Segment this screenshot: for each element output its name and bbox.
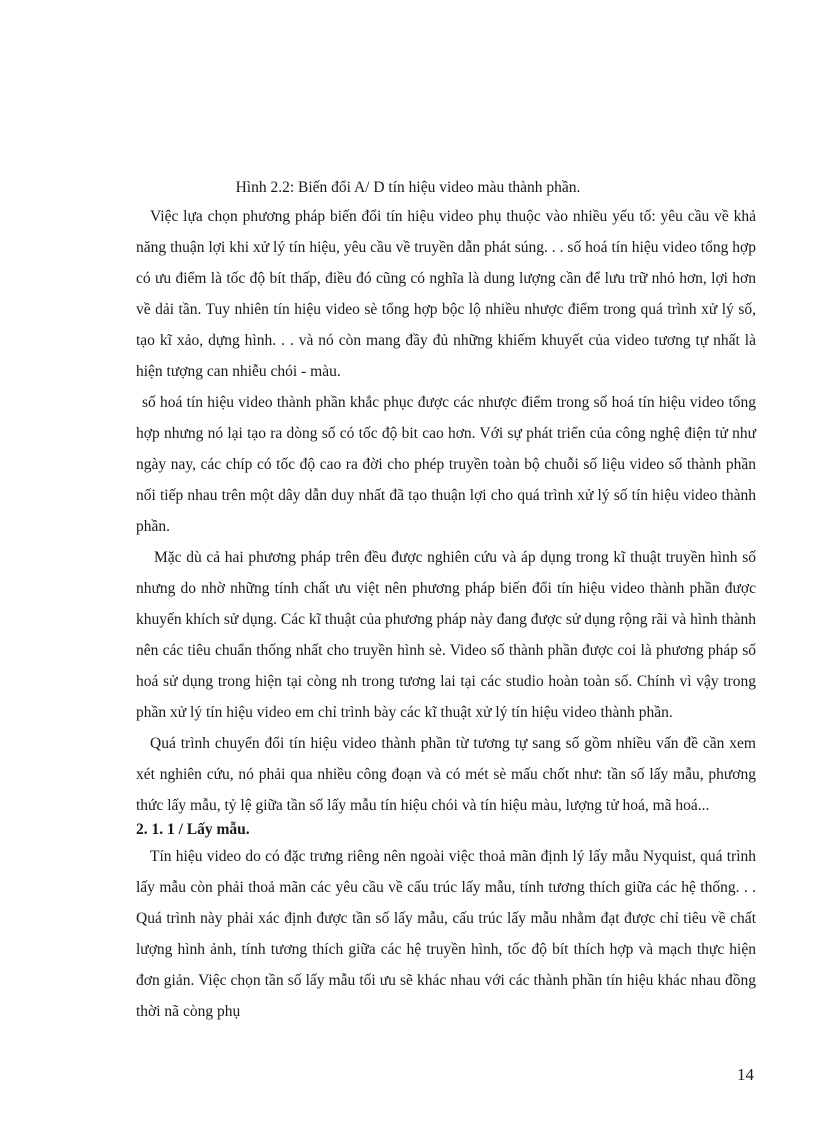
paragraph-1: Việc lựa chọn phương pháp biến đổi tín hiệu video phụ thuộc vào nhiều yếu tố: yêu cầu về khả năng thuận lợi khi xử lý tín hiệu, yêu cầu về truyền dẫn phát súng. . . số hoá tín hiệu video tổng hợp có ưu điểm là tốc độ bít thấp, điều đó cũng có nghĩa là dung lượng cần để lưu trữ nhỏ hơn, lợi hơn về dải tần. Tuy nhiên tín hiệu video sè tổng hợp bộc lộ nhiều nhược điểm trong quá trình xử lý số, tạo kĩ xảo, dựng hình. . . và nó còn mang đầy đủ những khiếm khuyết của video tương tự nhất là hiện tượng can nhiễu chói - màu.: [136, 208, 756, 380]
page-number: 14: [737, 1065, 754, 1084]
paragraph-2: số hoá tín hiệu video thành phần khắc phục được các nhược điểm trong số hoá tín hiệu video tổng hợp nhưng nó lại tạo ra dòng số có tốc độ bit cao hơn. Với sự phát triển của công nghệ điện tử như ngày nay, các chíp có tốc độ cao ra đời cho phép truyền toàn bộ chuỗi số liệu video số thành phần nối tiếp nhau trên một dây dẫn duy nhất đã tạo thuận lợi cho quá trình xử lý số tín hiệu video thành phần.: [136, 394, 756, 535]
figure-caption: Hình 2.2: Biến đổi A/ D tín hiệu video màu thành phần.: [235, 179, 581, 196]
section-body: [136, 841, 756, 1027]
main-body: [136, 201, 756, 821]
section-heading: 2. 1. 1 / Lấy mẫu.: [136, 821, 250, 838]
section-paragraph-1: Tín hiệu video do có đặc trưng riêng nên ngoài việc thoả mãn định lý lấy mẫu Nyquist, quá trình lấy mẫu còn phải thoả mãn các yêu cầu về cấu trúc lấy mẫu, tính tương thích giữa các hệ thống. . . Quá trình này phải xác định được tần số lấy mẫu, cấu trúc lấy mẫu nhằm đạt được chỉ tiêu về chất lượng hình ảnh, tính tương thích giữa các hệ truyền hình, tốc độ bít thích hợp và mạch thực hiện đơn giản. Việc chọn tần số lấy mẫu tối ưu sẽ khác nhau với các thành phần tín hiệu khác nhau đồng thời nã còng phụ: [136, 848, 756, 1020]
paragraph-4: Quá trình chuyển đổi tín hiệu video thành phần từ tương tự sang số gồm nhiều vấn đề cần xem xét nghiên cứu, nó phải qua nhiều công đoạn và có mét sè mấu chốt như: tần số lấy mẫu, phương thức lấy mẫu, tỷ lệ giữa tần số lấy mẫu tín hiệu chói và tín hiệu màu, lượng tử hoá, mã hoá...: [136, 735, 756, 814]
paragraph-3: Mặc dù cả hai phương pháp trên đều được nghiên cứu và áp dụng trong kĩ thuật truyền hình số nhưng do nhờ những tính chất ưu việt nên phương pháp biến đổi tín hiệu video thành phần được khuyến khích sử dụng. Các kĩ thuật của phương pháp này đang được sử dụng rộng rãi và hình thành nên các tiêu chuẩn thống nhất cho truyền hình sè. Video số thành phần được coi là phương pháp số hoá sử dụng trong hiện tại còng nh trong tương lai tại các studio hoàn toàn số. Chính vì vậy trong phần xử lý tín hiệu video em chỉ trình bày các kĩ thuật xử lý tín hiệu video thành phần.: [136, 549, 756, 721]
